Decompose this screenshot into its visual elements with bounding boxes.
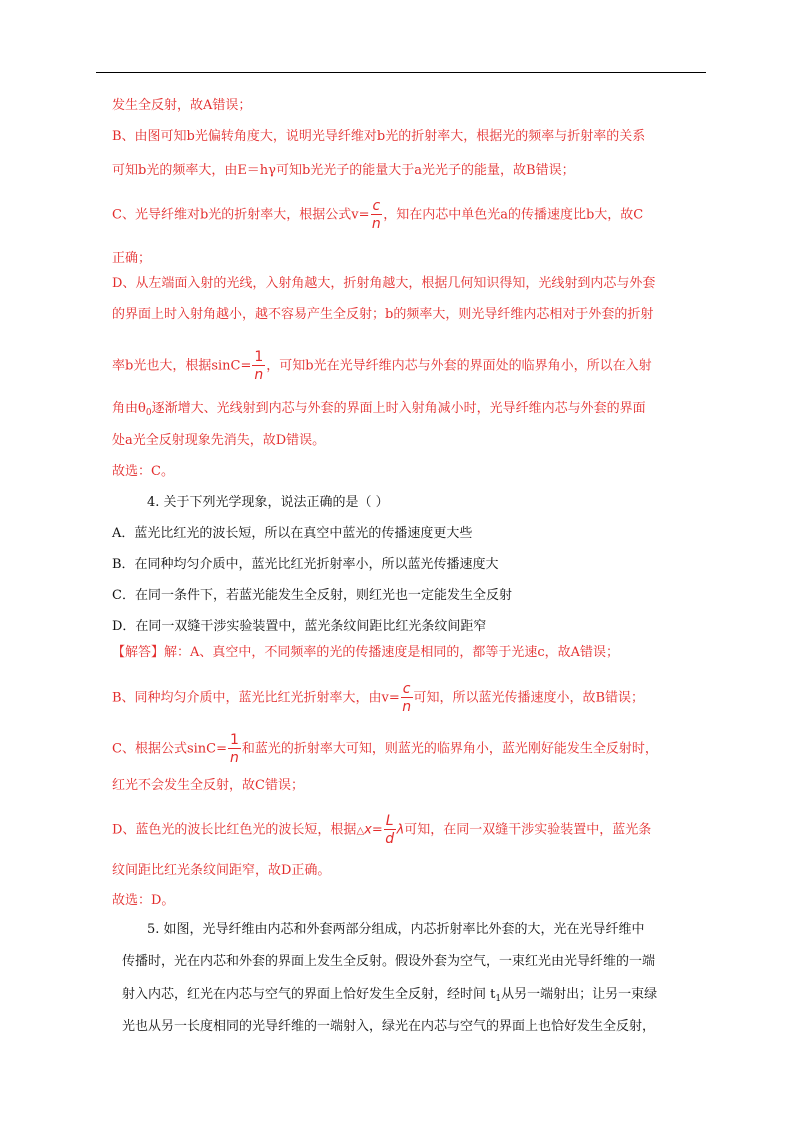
text-segment: 率b光也大，根据sinC= [112, 358, 252, 374]
fraction-denominator: n [371, 216, 381, 232]
text-segment: C、光导纤维对b光的折射率大，根据公式v= [112, 207, 370, 223]
fraction-numerator: c [372, 198, 381, 214]
text-segment: ，知在内芯中单色光a的传播速度比b大，故C [383, 207, 644, 223]
fraction-numerator: L [385, 813, 394, 829]
question-5-line [122, 986, 657, 1008]
answer-line: 红光不会发生全反射，故C错误； [112, 778, 304, 793]
fraction-c-over-n [401, 682, 413, 714]
text-line [112, 199, 643, 231]
text-segment: 从另一端射出；让另一束绿 [501, 987, 658, 1002]
text-segment: B、同种均匀介质中，蓝光比红光折射率大，由v= [112, 690, 400, 706]
text-line: 的界面上时入射角越小，越不容易产生全反射；b的频率大，则光导纤维内芯相对于外套的折射 [112, 307, 654, 322]
text-segment: C、根据公式sinC= [112, 741, 227, 757]
option-a: A．蓝光比红光的波长短，所以在真空中蓝光的传播速度更大些 [112, 526, 473, 541]
fraction-denominator: n [402, 699, 412, 715]
fraction-one-over-n [252, 350, 265, 382]
lambda-symbol: λ [396, 822, 405, 838]
text-segment: 可知，所以蓝光传播速度小，故B错误； [413, 690, 645, 706]
question-5-line: 传播时，光在内芯和外套的界面上发生全反射。假设外套为空气，一束红光由光导纤维的一端 [122, 954, 656, 969]
text-segment: 和蓝光的折射率大可知，则蓝光的临界角小，蓝光刚好能发生全反射时， [241, 741, 658, 757]
text-line: 发生全反射，故A错误； [112, 98, 252, 113]
fraction-numerator: 1 [254, 349, 264, 365]
text-line [112, 400, 646, 422]
text-line: D、从左端面入射的光线，入射角越大，折射角越大，根据几何知识得知，光线射到内芯与外套 [112, 276, 656, 291]
option-c: C．在同一条件下，若蓝光能发生全反射，则红光也一定能发生全反射 [112, 588, 512, 603]
text-line: B、由图可知b光偏转角度大，说明光导纤维对b光的折射率大，根据光的频率与折射率的关系 [112, 129, 646, 144]
text-line: 正确； [112, 251, 152, 266]
fraction-denominator: n [230, 750, 239, 766]
delta-symbol: △ [356, 825, 365, 837]
answer-line [112, 682, 644, 714]
text-segment: 可知，在同一双缝干涉实验装置中，蓝光条 [404, 822, 652, 838]
text-segment: 逐渐增大、光线射到内芯与外套的界面上时入射角减小时，光导纤维内芯与外套的界面 [151, 401, 646, 416]
answer-line [112, 814, 651, 846]
fraction-numerator: 1 [230, 732, 239, 748]
answer-line: 纹间距比红光条纹间距窄，故D正确。 [112, 863, 331, 878]
x-symbol: x [364, 822, 372, 838]
text-segment: ，可知b光在光导纤维内芯与外套的界面处的临界角小，所以在入射 [266, 358, 652, 374]
fraction-numerator: c [402, 681, 411, 697]
answer-line: 【解答】解：A、真空中，不同频率的光的传播速度是相同的，都等于光速c，故A错误； [112, 645, 620, 660]
option-d: D．在同一双缝干涉实验装置中，蓝光条纹间距比红光条纹间距窄 [112, 619, 487, 634]
subscript: 1 [495, 994, 502, 1004]
text-line [112, 350, 652, 382]
fraction-one-over-n [228, 733, 241, 765]
subscript: 0 [145, 408, 152, 418]
equals-sign: = [371, 822, 383, 838]
fraction-denominator: n [254, 367, 264, 383]
text-line: 处a光全反射现象先消失，故D错误。 [112, 433, 326, 448]
fraction-denominator: d [385, 831, 395, 847]
text-segment: D、蓝色光的波长比红色光的波长短，根据 [112, 822, 357, 838]
text-segment: 射入内芯，红光在内芯与空气的界面上恰好发生全反射，经时间 t [122, 987, 496, 1002]
fraction-c-over-n [371, 199, 383, 231]
header-rule [96, 72, 706, 73]
answer-line: 故选：D。 [112, 893, 175, 908]
option-b: B．在同种均匀介质中，蓝光比红光折射率小，所以蓝光传播速度大 [112, 557, 499, 572]
question-5-line: 5. 如图，光导纤维由内芯和外套两部分组成，内芯折射率比外套的大，光在光导纤维中 [147, 922, 645, 937]
text-line: 可知b光的频率大，由E＝hγ可知b光光子的能量大于a光光子的能量，故B错误； [112, 163, 575, 178]
text-segment: 角由θ [112, 401, 146, 416]
question-5-line: 光也从另一长度相同的光导纤维的一端射入，绿光在内芯与空气的界面上也恰好发生全反射， [122, 1019, 656, 1034]
text-line: 故选：C。 [112, 464, 174, 479]
question-4-stem: 4. 关于下列光学现象，说法正确的是（ ） [147, 495, 389, 510]
answer-line [112, 733, 658, 765]
fraction-l-over-d [384, 814, 396, 846]
